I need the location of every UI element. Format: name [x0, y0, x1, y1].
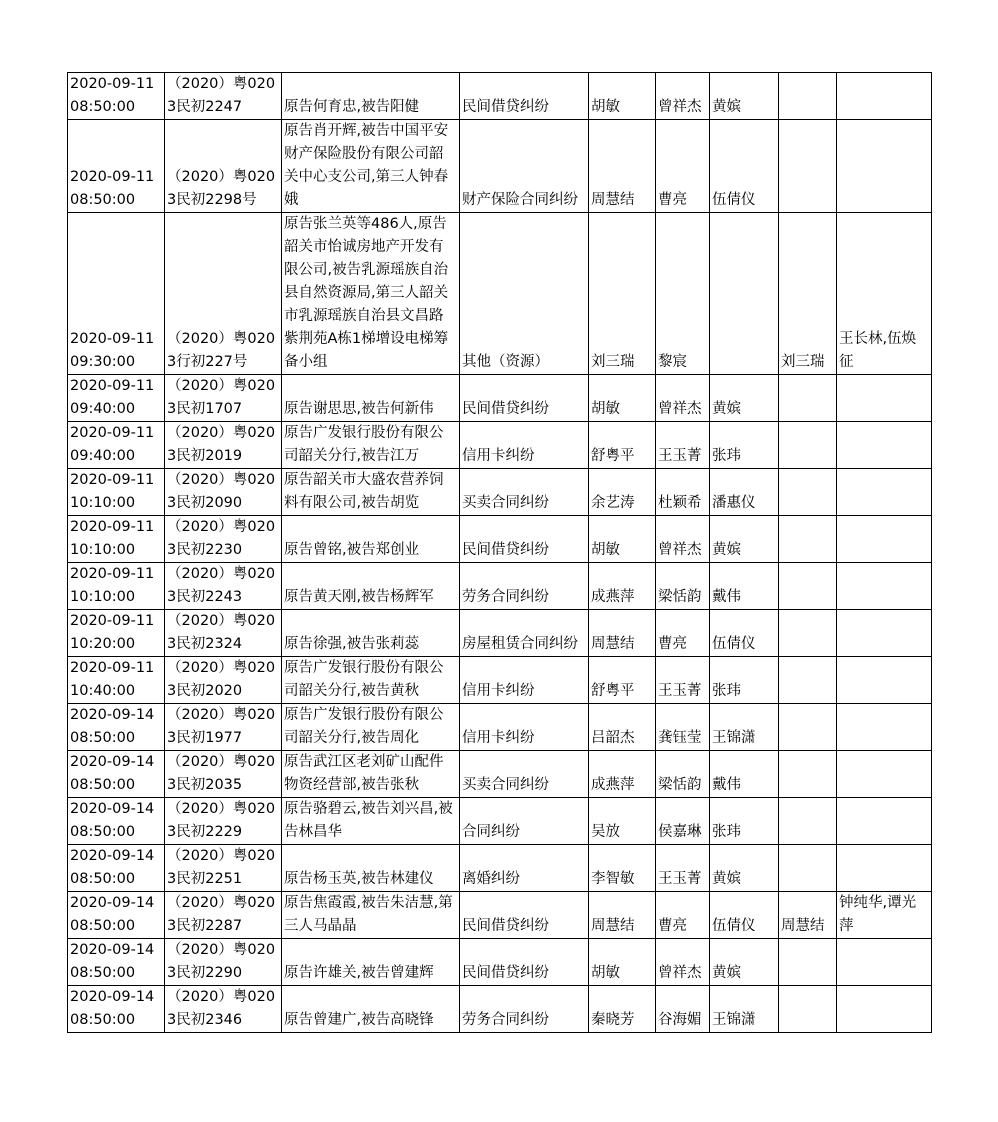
clerk-cell: 龚钰莹	[656, 704, 710, 751]
secretary-cell: 戴伟	[710, 751, 779, 798]
table-row	[68, 563, 932, 610]
collegial-cell	[837, 939, 932, 986]
parties-cell: 原告许雄关,被告曾建辉	[282, 939, 460, 986]
hearing-time-cell: 2020-09-14 08:50:00	[68, 704, 165, 751]
case-number-cell: （2020）粤0203民初2020	[165, 657, 282, 704]
clerk-cell: 王玉菁	[656, 845, 710, 892]
collegial-cell	[837, 751, 932, 798]
cause-cell: 买卖合同纠纷	[460, 751, 589, 798]
hearing-time-cell: 2020-09-14 08:50:00	[68, 798, 165, 845]
secretary-cell: 伍倩仪	[710, 610, 779, 657]
parties-cell: 原告武江区老刘矿山配件物资经营部,被告张秋	[282, 751, 460, 798]
parties-cell: 原告黄天刚,被告杨辉军	[282, 563, 460, 610]
cause-cell: 离婚纠纷	[460, 845, 589, 892]
table-row	[68, 939, 932, 986]
parties-cell: 原告曾铭,被告郑创业	[282, 516, 460, 563]
secretary-cell: 黄嫔	[710, 516, 779, 563]
presiding-cell: 刘三瑞	[779, 213, 837, 375]
presiding-cell	[779, 422, 837, 469]
case-number-cell: （2020）粤0203民初1707	[165, 375, 282, 422]
parties-cell: 原告徐强,被告张莉蕊	[282, 610, 460, 657]
clerk-cell: 梁恬韵	[656, 563, 710, 610]
hearing-time-cell: 2020-09-14 08:50:00	[68, 845, 165, 892]
secretary-cell: 黄嫔	[710, 845, 779, 892]
cause-cell: 合同纠纷	[460, 798, 589, 845]
presiding-cell	[779, 469, 837, 516]
secretary-cell: 潘惠仪	[710, 469, 779, 516]
parties-cell: 原告何育忠,被告阳健	[282, 73, 460, 120]
judge-cell: 舒粤平	[589, 657, 656, 704]
cause-cell: 民间借贷纠纷	[460, 375, 589, 422]
case-number-cell: （2020）粤0203民初2287	[165, 892, 282, 939]
collegial-cell	[837, 120, 932, 213]
collegial-cell	[837, 845, 932, 892]
collegial-cell	[837, 563, 932, 610]
case-number-cell: （2020）粤0203民初2035	[165, 751, 282, 798]
hearing-time-cell: 2020-09-11 10:20:00	[68, 610, 165, 657]
judge-cell: 吕韶杰	[589, 704, 656, 751]
cause-cell: 信用卡纠纷	[460, 422, 589, 469]
cause-cell: 民间借贷纠纷	[460, 516, 589, 563]
judge-cell: 成燕萍	[589, 563, 656, 610]
presiding-cell	[779, 657, 837, 704]
table-row	[68, 213, 932, 375]
judge-cell: 秦晓芳	[589, 986, 656, 1033]
table-row	[68, 375, 932, 422]
parties-cell: 原告骆碧云,被告刘兴昌,被告林昌华	[282, 798, 460, 845]
secretary-cell: 王锦潇	[710, 704, 779, 751]
secretary-cell: 王锦潇	[710, 986, 779, 1033]
parties-cell: 原告焦霞霞,被告朱洁慧,第三人马晶晶	[282, 892, 460, 939]
presiding-cell	[779, 516, 837, 563]
parties-cell: 原告广发银行股份有限公司韶关分行,被告周化	[282, 704, 460, 751]
cause-cell: 房屋租赁合同纠纷	[460, 610, 589, 657]
case-number-cell: （2020）粤0203民初2229	[165, 798, 282, 845]
table-row	[68, 516, 932, 563]
secretary-cell: 伍倩仪	[710, 120, 779, 213]
hearing-time-cell: 2020-09-11 09:40:00	[68, 375, 165, 422]
table-row	[68, 73, 932, 120]
collegial-cell	[837, 422, 932, 469]
judge-cell: 舒粤平	[589, 422, 656, 469]
presiding-cell	[779, 845, 837, 892]
collegial-cell: 王长林,伍焕征	[837, 213, 932, 375]
judge-cell: 胡敏	[589, 73, 656, 120]
presiding-cell	[779, 704, 837, 751]
hearing-time-cell: 2020-09-14 08:50:00	[68, 892, 165, 939]
collegial-cell	[837, 73, 932, 120]
collegial-cell	[837, 798, 932, 845]
case-number-cell: （2020）粤0203民初2019	[165, 422, 282, 469]
clerk-cell: 杜颖希	[656, 469, 710, 516]
cause-cell: 信用卡纠纷	[460, 704, 589, 751]
cause-cell: 民间借贷纠纷	[460, 892, 589, 939]
presiding-cell	[779, 798, 837, 845]
case-number-cell: （2020）粤0203民初2346	[165, 986, 282, 1033]
collegial-cell: 钟纯华,谭光萍	[837, 892, 932, 939]
clerk-cell: 王玉菁	[656, 422, 710, 469]
presiding-cell	[779, 563, 837, 610]
clerk-cell: 曹亮	[656, 120, 710, 213]
secretary-cell: 黄嫔	[710, 73, 779, 120]
hearing-time-cell: 2020-09-11 09:30:00	[68, 213, 165, 375]
table-body	[68, 73, 932, 1033]
collegial-cell	[837, 516, 932, 563]
hearing-time-cell: 2020-09-14 08:50:00	[68, 986, 165, 1033]
parties-cell: 原告广发银行股份有限公司韶关分行,被告江万	[282, 422, 460, 469]
secretary-cell: 伍倩仪	[710, 892, 779, 939]
clerk-cell: 王玉菁	[656, 657, 710, 704]
presiding-cell: 周慧结	[779, 892, 837, 939]
judge-cell: 胡敏	[589, 939, 656, 986]
judge-cell: 余艺涛	[589, 469, 656, 516]
secretary-cell: 戴伟	[710, 563, 779, 610]
clerk-cell: 曹亮	[656, 892, 710, 939]
hearing-schedule-table	[67, 72, 932, 1033]
judge-cell: 周慧结	[589, 120, 656, 213]
cause-cell: 买卖合同纠纷	[460, 469, 589, 516]
judge-cell: 成燕萍	[589, 751, 656, 798]
hearing-time-cell: 2020-09-14 08:50:00	[68, 751, 165, 798]
collegial-cell	[837, 986, 932, 1033]
presiding-cell	[779, 73, 837, 120]
clerk-cell: 曹亮	[656, 610, 710, 657]
parties-cell: 原告韶关市大盛农营养饲料有限公司,被告胡览	[282, 469, 460, 516]
hearing-time-cell: 2020-09-11 10:10:00	[68, 469, 165, 516]
case-number-cell: （2020）粤0203民初2230	[165, 516, 282, 563]
collegial-cell	[837, 704, 932, 751]
cause-cell: 财产保险合同纠纷	[460, 120, 589, 213]
cause-cell: 劳务合同纠纷	[460, 563, 589, 610]
parties-cell: 原告杨玉英,被告林建仪	[282, 845, 460, 892]
hearing-time-cell: 2020-09-11 08:50:00	[68, 73, 165, 120]
case-number-cell: （2020）粤0203民初2324	[165, 610, 282, 657]
clerk-cell: 曾祥杰	[656, 516, 710, 563]
judge-cell: 吴放	[589, 798, 656, 845]
table-row	[68, 986, 932, 1033]
cause-cell: 劳务合同纠纷	[460, 986, 589, 1033]
judge-cell: 胡敏	[589, 375, 656, 422]
secretary-cell: 张玮	[710, 798, 779, 845]
cause-cell: 其他（资源）	[460, 213, 589, 375]
cause-cell: 信用卡纠纷	[460, 657, 589, 704]
table-row	[68, 892, 932, 939]
table-row	[68, 798, 932, 845]
presiding-cell	[779, 751, 837, 798]
secretary-cell	[710, 213, 779, 375]
hearing-time-cell: 2020-09-11 09:40:00	[68, 422, 165, 469]
parties-cell: 原告曾建广,被告高晓锋	[282, 986, 460, 1033]
clerk-cell: 曾祥杰	[656, 375, 710, 422]
clerk-cell: 黎宸	[656, 213, 710, 375]
presiding-cell	[779, 986, 837, 1033]
presiding-cell	[779, 939, 837, 986]
judge-cell: 刘三瑞	[589, 213, 656, 375]
judge-cell: 胡敏	[589, 516, 656, 563]
cause-cell: 民间借贷纠纷	[460, 73, 589, 120]
clerk-cell: 侯嘉琳	[656, 798, 710, 845]
secretary-cell: 张玮	[710, 422, 779, 469]
table-row	[68, 704, 932, 751]
clerk-cell: 谷海媚	[656, 986, 710, 1033]
parties-cell: 原告张兰英等486人,原告韶关市怡诚房地产开发有限公司,被告乳源瑶族自治县自然资源局,第三人韶关市乳源瑶族自治县文昌路紫荆苑A栋1梯增设电梯筹备小组	[282, 213, 460, 375]
secretary-cell: 张玮	[710, 657, 779, 704]
clerk-cell: 曾祥杰	[656, 73, 710, 120]
secretary-cell: 黄嫔	[710, 375, 779, 422]
table-row	[68, 751, 932, 798]
presiding-cell	[779, 120, 837, 213]
case-number-cell: （2020）粤0203民初1977	[165, 704, 282, 751]
case-number-cell: （2020）粤0203民初2243	[165, 563, 282, 610]
hearing-time-cell: 2020-09-11 10:10:00	[68, 563, 165, 610]
secretary-cell: 黄嫔	[710, 939, 779, 986]
parties-cell: 原告肖开辉,被告中国平安财产保险股份有限公司韶关中心支公司,第三人钟春娥	[282, 120, 460, 213]
table-row	[68, 422, 932, 469]
table-row	[68, 610, 932, 657]
collegial-cell	[837, 610, 932, 657]
collegial-cell	[837, 469, 932, 516]
collegial-cell	[837, 375, 932, 422]
case-number-cell: （2020）粤0203民初2290	[165, 939, 282, 986]
hearing-time-cell: 2020-09-11 10:10:00	[68, 516, 165, 563]
clerk-cell: 曾祥杰	[656, 939, 710, 986]
judge-cell: 周慧结	[589, 610, 656, 657]
hearing-time-cell: 2020-09-14 08:50:00	[68, 939, 165, 986]
case-number-cell: （2020）粤0203民初2090	[165, 469, 282, 516]
table-row	[68, 120, 932, 213]
judge-cell: 周慧结	[589, 892, 656, 939]
hearing-time-cell: 2020-09-11 08:50:00	[68, 120, 165, 213]
table-row	[68, 657, 932, 704]
parties-cell: 原告谢思思,被告何新伟	[282, 375, 460, 422]
case-number-cell: （2020）粤0203民初2251	[165, 845, 282, 892]
hearing-time-cell: 2020-09-11 10:40:00	[68, 657, 165, 704]
case-number-cell: （2020）粤0203民初2247	[165, 73, 282, 120]
table-row	[68, 845, 932, 892]
presiding-cell	[779, 375, 837, 422]
parties-cell: 原告广发银行股份有限公司韶关分行,被告黄秋	[282, 657, 460, 704]
case-number-cell: （2020）粤0203行初227号	[165, 213, 282, 375]
presiding-cell	[779, 610, 837, 657]
collegial-cell	[837, 657, 932, 704]
clerk-cell: 梁恬韵	[656, 751, 710, 798]
judge-cell: 李智敏	[589, 845, 656, 892]
table-row	[68, 469, 932, 516]
case-number-cell: （2020）粤0203民初2298号	[165, 120, 282, 213]
cause-cell: 民间借贷纠纷	[460, 939, 589, 986]
